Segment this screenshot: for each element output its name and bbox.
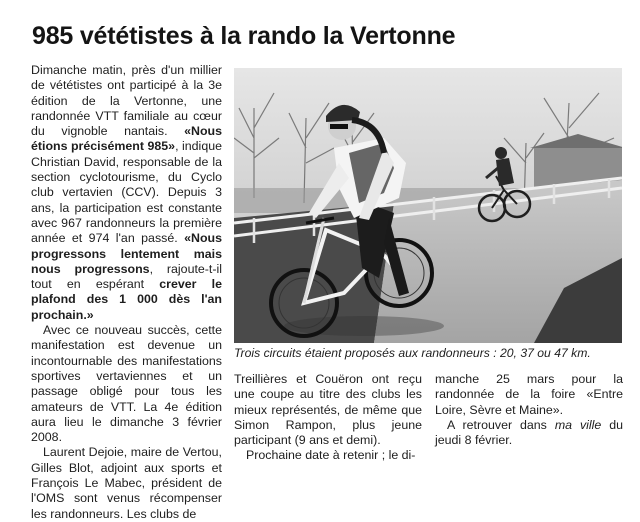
article-paragraph: Prochaine date à retenir ; le di- [246,448,416,463]
article-paragraph-intro [31,63,222,323]
quote-bold: «Nous progressons lentement mais nous progressons [31,231,222,276]
section-name: ma ville [554,417,602,432]
cyclists-photo [234,68,622,343]
article-paragraph: manche 25 mars pour la randonnée de la foire «Entre Loire, Sèvre et Maine». [435,372,623,417]
intro-text-cont: , rajoute-t-il tout en espérant [31,261,222,292]
article-headline: 985 vététistes à la rando la Vertonne [32,22,456,50]
footer-text: A retrouver dans [447,417,555,432]
article-paragraph: Laurent Dejoie, maire de Vertou, Gilles Blot, adjoint aux sports et François Le Mabec, président de l'OMS sont venus récompenser les randonneurs. Les clubs de [31,445,222,521]
article-column-right [435,372,623,448]
article-column-middle [234,372,422,464]
quote-bold: crever le plafond des 1 000 dès l'an prochain.» [31,277,223,322]
article-paragraph: Treillières et Couëron ont reçu une coupe au titre des clubs les mieux représentés, de même que Simon Rampon, plus jeune participant (9 ans et demi). [234,372,422,448]
quote-bold: «Nous étions précisément 985» [31,124,222,154]
article-paragraph-footer [435,418,623,449]
article-column-left [31,63,222,522]
article-paragraph: Avec ce nouveau succès, cette manifestation est devenue un incontournable des manifestations sportives vertaviennes et un passage obligé pour tous les amateurs de VTT. La 4e édition aura lieu le dimanche 3 février 2008. [31,323,222,445]
intro-text-cont: , indique Christian David, responsable de la section cyclotourisme, du Cyclo club vertavien (CCV). Depuis 3 ans, la participation est constante avec 967 randonneurs la première année et 974 l'an passé. [31,139,222,246]
article-photo [234,68,622,343]
intro-text: Dimanche matin, près d'un millier de vététistes ont participé à la 3e édition de la Vertonne, une randonnée VTT familiale au cœur du vignoble nantais. [31,63,222,139]
footer-text-cont: du jeudi 8 février. [435,417,624,448]
photo-caption: Trois circuits étaient proposés aux randonneurs : 20, 37 ou 47 km. [234,346,591,360]
